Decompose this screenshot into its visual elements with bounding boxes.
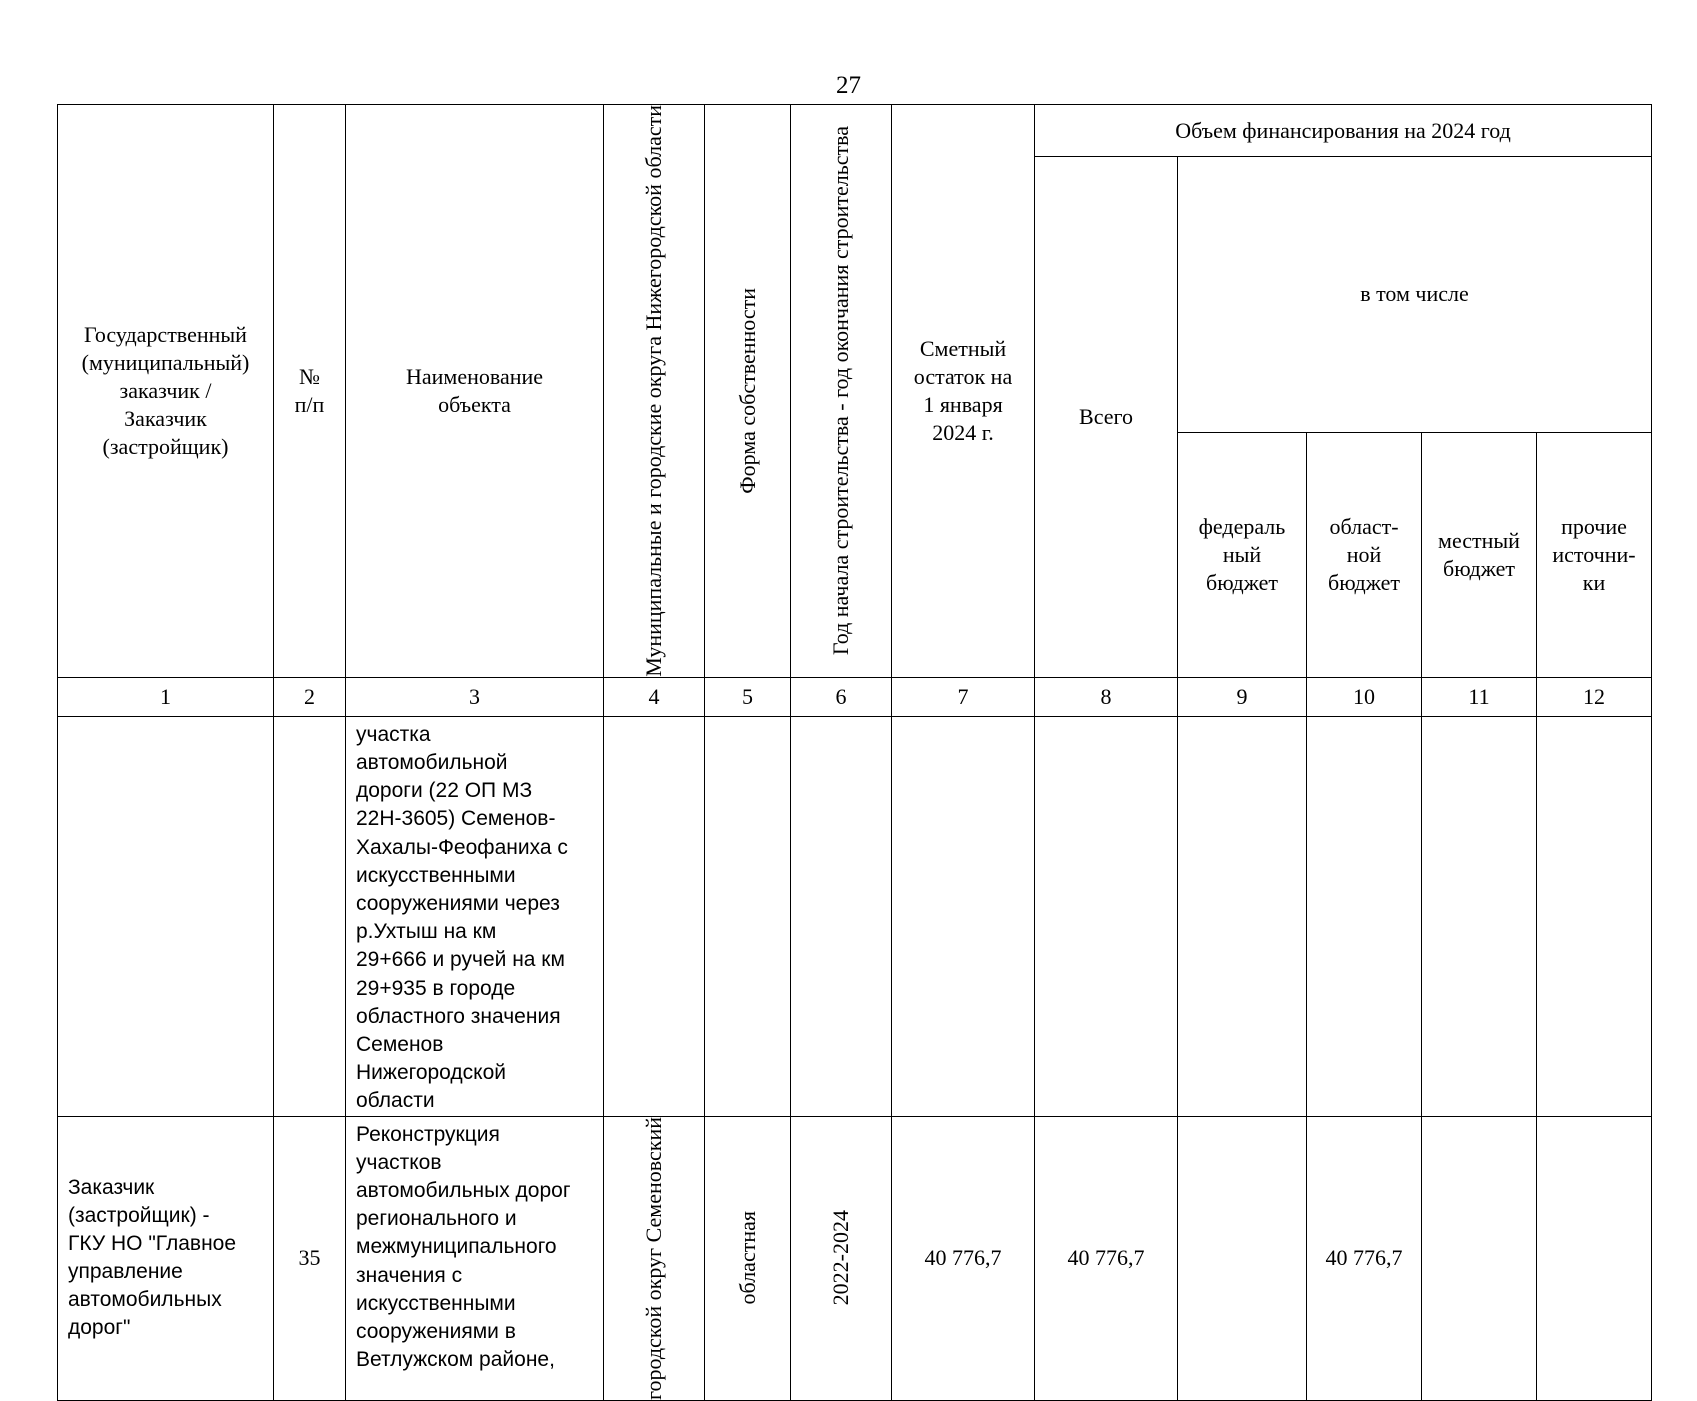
years: 2022-2024: [828, 1210, 853, 1306]
page-number: 27: [836, 72, 861, 99]
column-number: 9: [1178, 677, 1307, 716]
header-ownership-cell: [705, 105, 791, 678]
other-sources: [1537, 716, 1652, 1116]
object-name: Реконструкция участков автомобильных дорог регионального и межмуниципального значения с искусственными сооружениями в Ветлужском районе,: [356, 1122, 571, 1372]
header-financing-title: Объем финансирования на 2024 год: [1035, 105, 1652, 157]
estimate-balance: 40 776,7: [892, 1116, 1035, 1400]
header-ownership: Форма собственности: [734, 287, 760, 494]
ownership: [705, 716, 791, 1116]
header-years: Год начала строительства - год окончания строительства: [828, 126, 853, 656]
column-number: 1: [58, 677, 274, 716]
header-local-budget: местный бюджет: [1422, 432, 1537, 677]
header-total: Всего: [1035, 157, 1178, 678]
header-object-name: Наименование объекта: [346, 105, 604, 678]
federal-budget: [1178, 1116, 1307, 1400]
object-name-cell: [346, 1116, 604, 1400]
local-budget: [1422, 1116, 1537, 1400]
years: [791, 716, 892, 1116]
column-number: 7: [892, 677, 1035, 716]
column-number: 4: [604, 677, 705, 716]
municipality: [604, 716, 705, 1116]
customer-cell: [58, 716, 274, 1116]
total: [1035, 716, 1178, 1116]
header-estimate-balance: Сметный остаток на 1 января 2024 г.: [892, 105, 1035, 678]
header-including: в том числе: [1178, 157, 1652, 433]
row-number: 35: [274, 1116, 346, 1400]
local-budget: [1422, 716, 1537, 1116]
header-other-sources: прочие источни- ки: [1537, 432, 1652, 677]
header-federal-budget: федераль ный бюджет: [1178, 432, 1307, 677]
table-row: [58, 1116, 1652, 1400]
header-customer: Государственный (муниципальный) заказчик / Заказчик (застройщик): [58, 105, 274, 678]
construction-financing-table: [57, 104, 1652, 1401]
column-number: 5: [705, 677, 791, 716]
municipality: городской округ Семеновский: [641, 1116, 666, 1400]
column-numbers-row: [58, 677, 1652, 716]
ownership-cell: [705, 1116, 791, 1400]
column-number: 2: [274, 677, 346, 716]
object-name: участка автомобильной дороги (22 ОП МЗ 22Н-3605) Семенов- Хахалы-Феофаниха с искусственными сооружениями через р.Ухтыш на км 29+666 и ручей на км 29+935 в городе областного значения Семенов Нижегородской области: [356, 722, 568, 1113]
regional-budget: 40 776,7: [1307, 1116, 1422, 1400]
customer-cell: [58, 1116, 274, 1400]
regional-budget: [1307, 716, 1422, 1116]
row-number: [274, 716, 346, 1116]
header-regional-budget: област- ной бюджет: [1307, 432, 1422, 677]
object-name-cell: [346, 716, 604, 1116]
header-years-cell: [791, 105, 892, 678]
municipality-cell: [604, 1116, 705, 1400]
column-number: 8: [1035, 677, 1178, 716]
table-row: [58, 716, 1652, 1116]
column-number: 11: [1422, 677, 1537, 716]
column-number: 10: [1307, 677, 1422, 716]
estimate-balance: [892, 716, 1035, 1116]
column-number: 3: [346, 677, 604, 716]
column-number: 6: [791, 677, 892, 716]
customer: Заказчик (застройщик) - ГКУ НО "Главное управление автомобильных дорог": [68, 1176, 237, 1340]
federal-budget: [1178, 716, 1307, 1116]
years-cell: [791, 1116, 892, 1400]
other-sources: [1537, 1116, 1652, 1400]
total: 40 776,7: [1035, 1116, 1178, 1400]
column-number: 12: [1537, 677, 1652, 716]
header-municipality: Муниципальные и городские округа Нижегородской области: [641, 105, 666, 677]
header-municipality-cell: [604, 105, 705, 678]
ownership: областная: [734, 1211, 760, 1305]
header-number: № п/п: [274, 105, 346, 678]
